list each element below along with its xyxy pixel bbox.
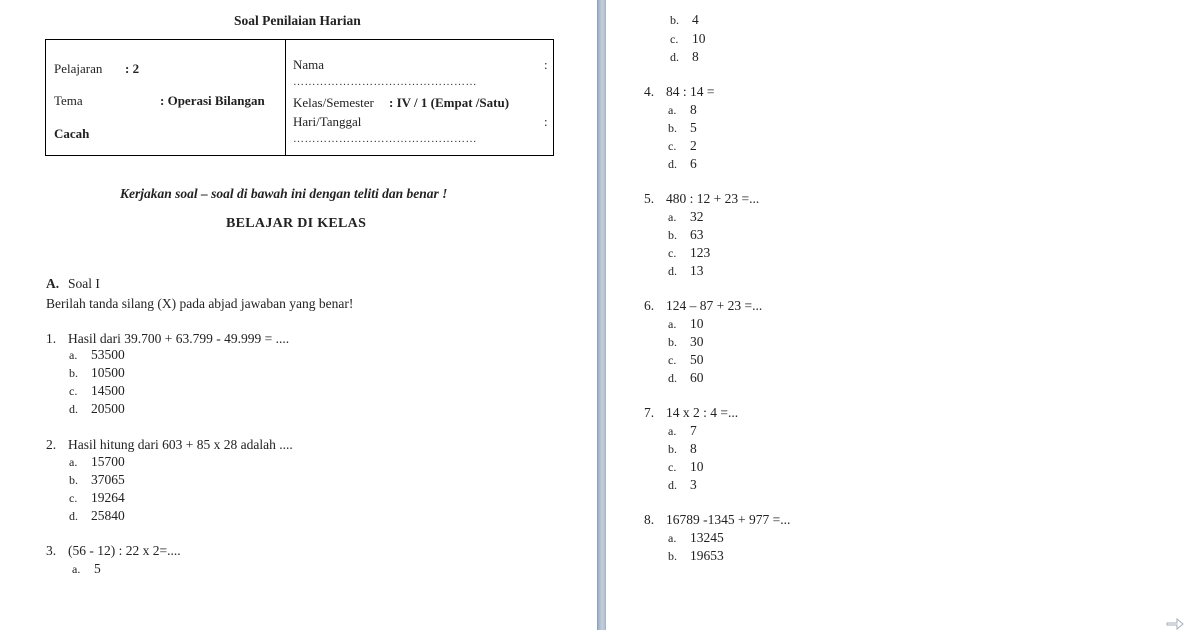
kelas-label: Kelas/Semester: [293, 95, 374, 110]
option[interactable]: c. 123: [668, 245, 711, 260]
question-8: [644, 512, 790, 528]
option[interactable]: a. 10: [668, 316, 704, 331]
option[interactable]: a. 53500: [69, 347, 125, 362]
question-number: 6.: [644, 298, 655, 313]
option[interactable]: a. 15700: [69, 454, 125, 469]
question-text: (56 - 12) : 22 x 2=....: [68, 543, 181, 558]
pelajaran-value: : 2: [125, 61, 140, 76]
nama-label: Nama: [293, 57, 325, 72]
option[interactable]: a. 8: [668, 102, 697, 117]
question-2: [46, 437, 293, 453]
tema-label: Tema: [54, 93, 83, 108]
option[interactable]: b. 5: [668, 120, 697, 135]
question-number: 3.: [46, 543, 57, 558]
document-page-left: [0, 0, 597, 630]
option[interactable]: d. 3: [668, 477, 697, 492]
document-page-right: [606, 0, 1200, 630]
question-6: [644, 298, 762, 314]
identity-table: [45, 39, 554, 156]
hari-colon: :: [544, 114, 548, 129]
kelas-value: : IV / 1 (Empat /Satu): [389, 95, 510, 110]
question-text: 480 : 12 + 23 =...: [666, 191, 760, 206]
question-number: 8.: [644, 512, 655, 527]
option[interactable]: a. 13245: [668, 530, 724, 545]
option[interactable]: a. 32: [668, 209, 704, 224]
option[interactable]: c. 2: [668, 138, 697, 153]
option[interactable]: d. 60: [668, 370, 704, 385]
option[interactable]: b. 30: [668, 334, 704, 349]
question-text: Hasil dari 39.700 + 63.799 - 49.999 = ....: [68, 331, 290, 346]
tema-value-cont: Cacah: [54, 126, 90, 141]
option[interactable]: b. 19653: [668, 548, 724, 563]
question-number: 1.: [46, 331, 57, 346]
section-instruction: Berilah tanda silang (X) pada abjad jawaban yang benar!: [46, 296, 354, 311]
section-letter: A.: [46, 276, 60, 291]
question-text: 124 – 87 + 23 =...: [666, 298, 763, 313]
option[interactable]: d. 13: [668, 263, 704, 278]
option[interactable]: c. 10: [670, 31, 706, 46]
nama-fill-line: …………………………………………: [293, 76, 477, 88]
question-text: 16789 -1345 + 977 =...: [666, 512, 791, 527]
question-7: [644, 405, 738, 421]
option[interactable]: c. 10: [668, 459, 704, 474]
hari-label: Hari/Tanggal: [293, 114, 362, 129]
option[interactable]: d. 6: [668, 156, 697, 171]
question-number: 2.: [46, 437, 57, 452]
option[interactable]: b. 4: [670, 12, 699, 27]
question-3: [46, 543, 181, 559]
section-heading: BELAJAR DI KELAS: [226, 216, 367, 231]
option[interactable]: a. 5: [72, 561, 101, 576]
option[interactable]: c. 19264: [69, 490, 125, 505]
option[interactable]: d. 25840: [69, 508, 125, 523]
question-text: 84 : 14 =: [666, 84, 715, 99]
option[interactable]: b. 10500: [69, 365, 125, 380]
question-1: [46, 331, 289, 347]
tema-value: : Operasi Bilangan: [160, 93, 265, 108]
option[interactable]: a. 7: [668, 423, 697, 438]
question-number: 5.: [644, 191, 655, 206]
question-number: 7.: [644, 405, 655, 420]
section-title: Soal I: [68, 276, 100, 291]
question-4: [644, 84, 715, 100]
instruction-text: Kerjakan soal – soal di bawah ini dengan teliti dan benar !: [120, 186, 448, 201]
option[interactable]: c. 50: [668, 352, 704, 367]
nama-colon: :: [544, 57, 548, 72]
question-5: [644, 191, 759, 207]
option[interactable]: d. 8: [670, 49, 699, 64]
section-a-title: [46, 276, 100, 292]
question-text: Hasil hitung dari 603 + 85 x 28 adalah ....: [68, 437, 293, 452]
question-text: 14 x 2 : 4 =...: [666, 405, 739, 420]
option[interactable]: b. 37065: [69, 472, 125, 487]
question-number: 4.: [644, 84, 655, 99]
table-divider: [285, 40, 286, 155]
option[interactable]: c. 14500: [69, 383, 125, 398]
document-title: Soal Penilaian Harian: [234, 13, 361, 28]
option[interactable]: b. 63: [668, 227, 704, 242]
page-nav-arrow-icon[interactable]: [1166, 616, 1184, 630]
page-gap: [597, 0, 606, 630]
option[interactable]: b. 8: [668, 441, 697, 456]
pelajaran-label: Pelajaran: [54, 61, 103, 76]
hari-fill-line: …………………………………………: [293, 133, 477, 145]
option[interactable]: d. 20500: [69, 401, 125, 416]
